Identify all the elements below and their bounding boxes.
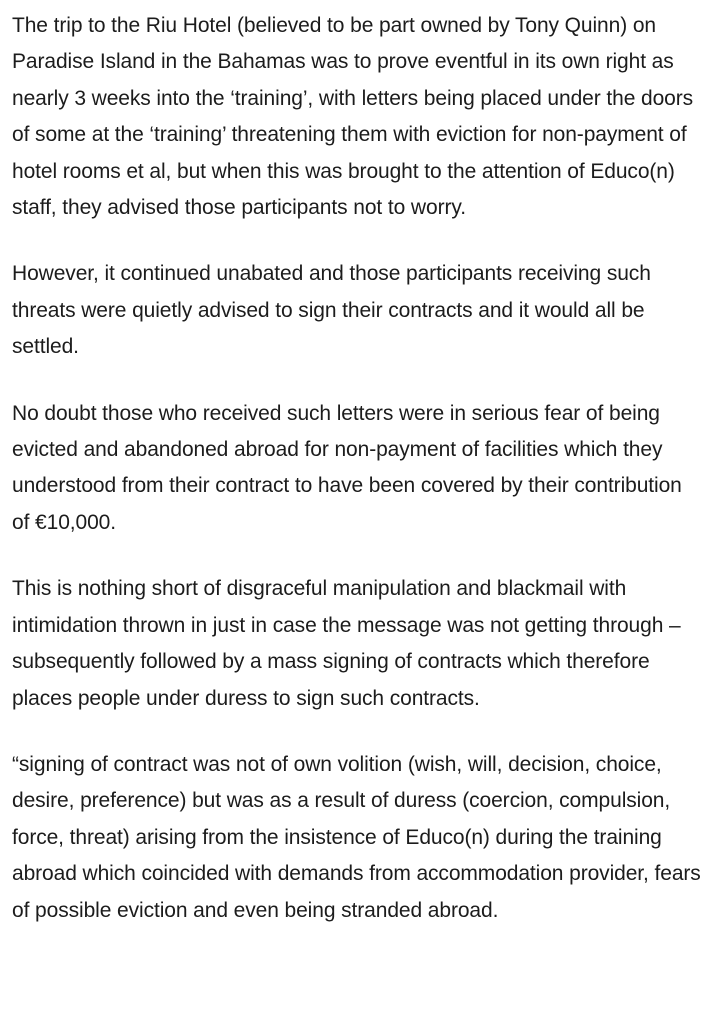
paragraph-manipulation-blackmail: This is nothing short of disgraceful manipulation and blackmail with intimidation thrown in just in case the message was not getting through – subsequently followed by a mass signing of contracts which therefore places people under duress to sign such contracts. — [12, 577, 681, 710]
article-body — [12, 8, 702, 929]
paragraph-threats-continued: However, it continued unabated and those participants receiving such threats were quietly advised to sign their contracts and it would all be settled. — [12, 262, 651, 359]
paragraph-fear-of-eviction: No doubt those who received such letters were in serious fear of being evicted and abandoned abroad for non-payment of facilities which they understood from their contract to have been covered by their contribution of €10,000. — [12, 401, 682, 534]
paragraph-riu-hotel-trip: The trip to the Riu Hotel (believed to be part owned by Tony Quinn) on Paradise Island in the Bahamas was to prove eventful in its own right as nearly 3 weeks into the ‘training’, with letters being placed under the doors of some at the ‘training’ threatening them with eviction for non-payment of hotel rooms et al, but when this was brought to the attention of Educo(n) staff, they advised those participants not to worry. — [12, 14, 694, 220]
paragraph-duress-quote: “signing of contract was not of own volition (wish, will, decision, choice, desire, preference) but was as a result of duress (coercion, compulsion, force, threat) arising from the insistence of Educo(n) during the training abroad which coincided with demands from accommodation provider, fears of possible eviction and even being stranded abroad. — [12, 752, 701, 922]
